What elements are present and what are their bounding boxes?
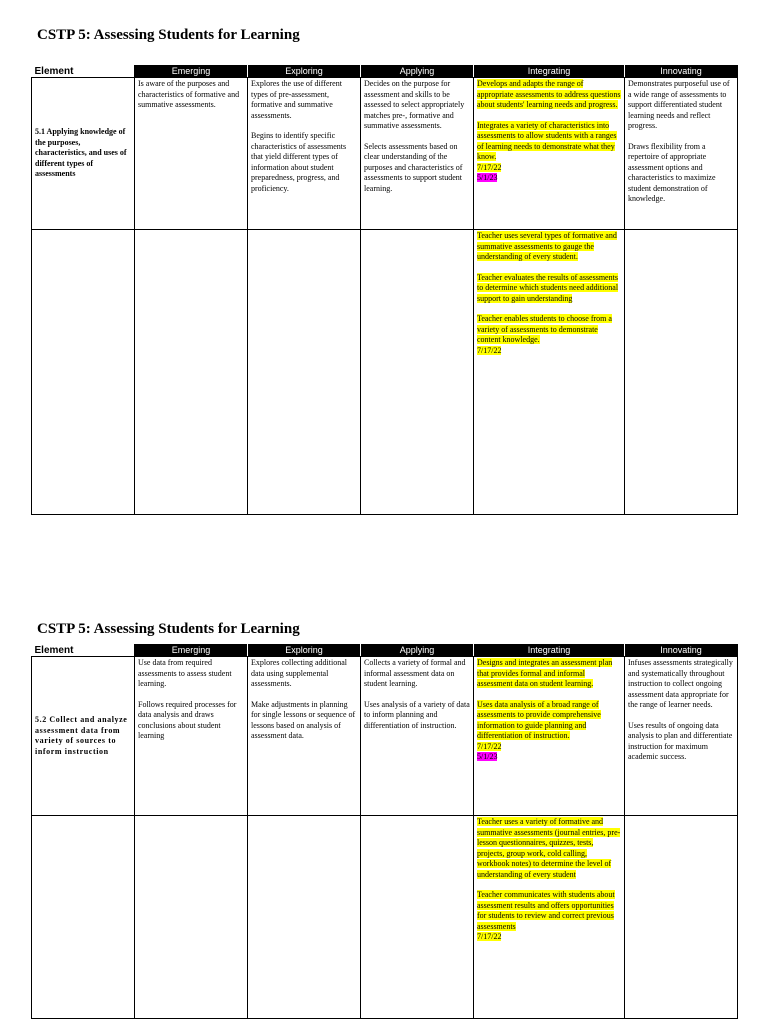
cell-text: Infuses assessments strategically and systematically throughout instruction to collect ongoing assessment data appropriate for the range of learner needs. <box>628 658 733 709</box>
highlighted-text: Teacher uses a variety of formative and summative assessments (journal entries, pre-lesson questionnaires, quizzes, tests, projects, group work, cold calling, workbook notes) to determine the level of understanding of every student <box>477 817 621 879</box>
element-header: Element <box>32 66 135 78</box>
cell-exploring <box>248 78 361 230</box>
cell-integrating <box>474 657 625 816</box>
table-row <box>32 78 738 230</box>
rubric-section-2 <box>31 620 737 941</box>
date-label: 7/17/22 <box>477 162 502 172</box>
table-row <box>32 230 738 515</box>
empty-cell <box>625 816 738 1019</box>
date-label-pink: 5/1/23 <box>477 752 498 761</box>
date-label: 7/17/22 <box>477 741 502 751</box>
level-header-applying: Applying <box>361 66 474 78</box>
level-header-innovating: Innovating <box>625 66 738 78</box>
level-header-emerging: Emerging <box>135 66 248 78</box>
date-label: 7/17/22 <box>477 932 502 941</box>
cell-text: Draws flexibility from a repertoire of appropriate assessment options and characteristics to maximize student demonstration of knowledge. <box>628 141 716 203</box>
cell-text: Demonstrates purposeful use of a wide range of assessments to support differentiated student learning needs and reflect progress. <box>628 79 730 130</box>
cell-emerging <box>135 78 248 230</box>
cell-applying <box>361 78 474 230</box>
cell-text: Uses results of ongoing data analysis to plan and differentiate instruction for maximum academic success. <box>628 720 733 761</box>
cell-integrating-evidence <box>474 816 625 1019</box>
date-label-pink: 5/1/23 <box>477 173 498 182</box>
level-header-applying: Applying <box>361 645 474 657</box>
page-title: CSTP 5: Assessing Students for Learning <box>37 621 300 637</box>
cell-applying <box>361 657 474 816</box>
cell-text: Collects a variety of formal and informal assessment data on student learning. <box>364 658 466 688</box>
empty-cell <box>32 230 135 515</box>
empty-cell <box>135 230 248 515</box>
empty-cell <box>361 816 474 1019</box>
level-header-integrating: Integrating <box>474 645 625 657</box>
element-header: Element <box>32 645 135 657</box>
level-header-innovating: Innovating <box>625 645 738 657</box>
cell-integrating-evidence <box>474 230 625 515</box>
table-row <box>32 816 738 1019</box>
cell-integrating <box>474 78 625 230</box>
empty-cell <box>361 230 474 515</box>
highlighted-text: Designs and integrates an assessment plan that provides formal and informal assessment data on student learning. <box>477 658 613 688</box>
highlighted-text: Integrates a variety of characteristics into assessments to allow students with a ranges of learning needs to demonstrate what they know. <box>477 120 617 161</box>
cell-emerging <box>135 657 248 816</box>
level-header-integrating: Integrating <box>474 66 625 78</box>
table-row <box>32 657 738 816</box>
cell-text: Decides on the purpose for assessment and skills to be assessed to select appropriately matches pre-, formative and summative assessments. <box>364 79 465 130</box>
highlighted-text: Teacher enables students to choose from a variety of assessments to demonstrate content knowledge. <box>477 314 612 344</box>
highlighted-text: Teacher evaluates the results of assessments to determine which students need additional support to gain understanding <box>477 272 619 303</box>
level-header-exploring: Exploring <box>248 645 361 657</box>
cell-text: Explores collecting additional data using supplemental assessments. <box>251 658 347 688</box>
empty-cell <box>625 230 738 515</box>
page-title: CSTP 5: Assessing Students for Learning <box>37 27 300 43</box>
level-header-emerging: Emerging <box>135 645 248 657</box>
empty-cell <box>248 230 361 515</box>
empty-cell <box>135 816 248 1019</box>
cell-text: Explores the use of different types of pre-assessment, formative and summative assessments. <box>251 79 342 120</box>
rubric-table <box>31 644 738 1019</box>
highlighted-text: Teacher uses several types of formative and summative assessments to gauge the understanding of every student. <box>477 231 617 261</box>
highlighted-text: Teacher communicates with students about assessment results and offers opportunities for students to review and correct previous assessments <box>477 890 615 931</box>
cell-text: Begins to identify specific characteristics of assessments that yield different types of information about student preparedness, progress, and proficiency. <box>251 131 347 193</box>
cell-text: Uses analysis of a variety of data to inform planning and differentiation of instruction. <box>364 699 470 730</box>
cell-text: Selects assessments based on clear understanding of the purposes and characteristics of assessments to support student learning. <box>364 141 463 193</box>
rubric-table <box>31 65 738 515</box>
element-description: 5.1 Applying knowledge of the purposes, characteristics, and uses of different types of assessments <box>32 78 135 230</box>
cell-innovating <box>625 657 738 816</box>
cell-text: Is aware of the purposes and characteristics of formative and summative assessments. <box>138 79 240 109</box>
element-description: 5.2 Collect and analyze assessment data from variety of sources to inform instruction <box>32 657 135 816</box>
level-header-exploring: Exploring <box>248 66 361 78</box>
cell-text: Make adjustments in planning for single lessons or sequence of lessons based on analysis of assessment data. <box>251 699 356 740</box>
cell-exploring <box>248 657 361 816</box>
highlighted-text: Develops and adapts the range of appropriate assessments to address questions about students' learning needs and progress. <box>477 79 621 109</box>
date-label: 7/17/22 <box>477 345 502 355</box>
cell-text: Use data from required assessments to assess student learning. <box>138 658 232 688</box>
empty-cell <box>32 816 135 1019</box>
empty-cell <box>248 816 361 1019</box>
cell-text: Follows required processes for data analysis and draws conclusions about student learning <box>138 699 237 740</box>
cell-innovating <box>625 78 738 230</box>
rubric-section-1 <box>31 26 737 355</box>
highlighted-text: Uses data analysis of a broad range of assessments to provide comprehensive information to guide planning and differentiation of instruction. <box>477 699 601 740</box>
